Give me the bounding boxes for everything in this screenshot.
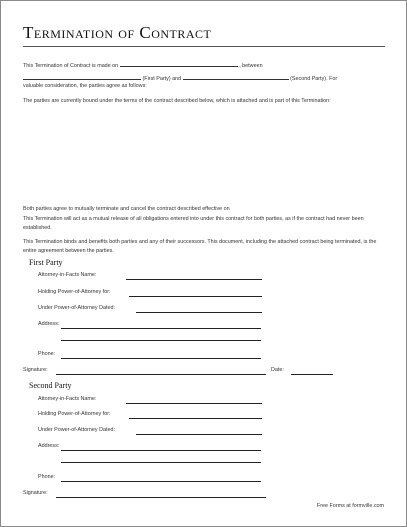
document-title: Termination of Contract	[23, 23, 212, 42]
first-party-address-line-1[interactable]	[61, 328, 261, 329]
second-party-address-label: Address:	[38, 443, 60, 449]
second-party-heading: Second Party	[29, 381, 72, 390]
first-party-holding-label: Holding Power-of-Attorney for:	[38, 289, 111, 295]
intro-line-1	[23, 60, 263, 71]
first-party-blank[interactable]	[23, 73, 141, 80]
second-party-attorney-label: Attorney-in-Facts Name:	[38, 396, 97, 402]
second-party-phone-label: Phone:	[38, 474, 56, 480]
first-party-holding-line[interactable]	[129, 296, 262, 297]
title-rule	[23, 46, 385, 47]
first-party-address-line-2[interactable]	[61, 340, 261, 341]
second-party-dated-line[interactable]	[136, 434, 262, 435]
second-party-signature-line[interactable]	[56, 497, 266, 498]
first-party-phone-label: Phone:	[38, 351, 56, 357]
intro-line-3: valuable consideration, the parties agree as follows:	[23, 83, 147, 89]
date-blank[interactable]	[120, 60, 238, 67]
first-party-date-line[interactable]	[291, 374, 333, 375]
intro-text-first-party: (First Party) and	[142, 76, 182, 82]
first-party-signature-line[interactable]	[56, 374, 266, 375]
first-party-date-label: Date:	[271, 367, 284, 373]
second-party-holding-line[interactable]	[129, 418, 262, 419]
first-party-dated-line[interactable]	[136, 312, 262, 313]
paragraph-bound: The parties are currently bound under the terms of the contract described below, which is attached and is part of this Termination:	[23, 98, 331, 104]
intro-text-made-on: This Termination of Contract is made on	[23, 63, 119, 69]
intro-text-second-party: (Second Party). For	[290, 76, 338, 82]
paragraph-release: This Termination will act as a mutual release of all obligations entered into under this contract for both parties, as if the contract had never been established.	[23, 216, 364, 231]
first-party-phone-line[interactable]	[61, 358, 261, 359]
footer-credit: Free Forms at formville.com	[316, 503, 384, 509]
first-party-attorney-line[interactable]	[126, 279, 262, 280]
first-party-address-label: Address:	[38, 321, 60, 327]
second-party-blank[interactable]	[183, 73, 289, 80]
second-party-address-line-2[interactable]	[61, 462, 261, 463]
paragraph-cancel: Both parties agree to mutually terminate and cancel the contract described effective on	[23, 206, 230, 212]
second-party-phone-line[interactable]	[61, 481, 261, 482]
first-party-dated-label: Under Power-of-Attorney Dated:	[38, 305, 116, 311]
second-party-attorney-line[interactable]	[126, 403, 262, 404]
first-party-heading: First Party	[29, 258, 63, 267]
second-party-address-line-1[interactable]	[61, 450, 261, 451]
first-party-signature-label: Signature:	[23, 367, 48, 373]
intro-text-between: , between	[239, 63, 263, 69]
second-party-signature-label: Signature:	[23, 490, 48, 496]
paragraph-binding: This Termination binds and benefits both parties and any of their successors. This document, including the attached contract being terminated, is the entire agreement between the parties.	[23, 239, 377, 254]
second-party-dated-label: Under Power-of-Attorney Dated:	[38, 427, 116, 433]
first-party-attorney-label: Attorney-in-Facts Name:	[38, 272, 97, 278]
second-party-holding-label: Holding Power-of-Attorney for:	[38, 411, 111, 417]
